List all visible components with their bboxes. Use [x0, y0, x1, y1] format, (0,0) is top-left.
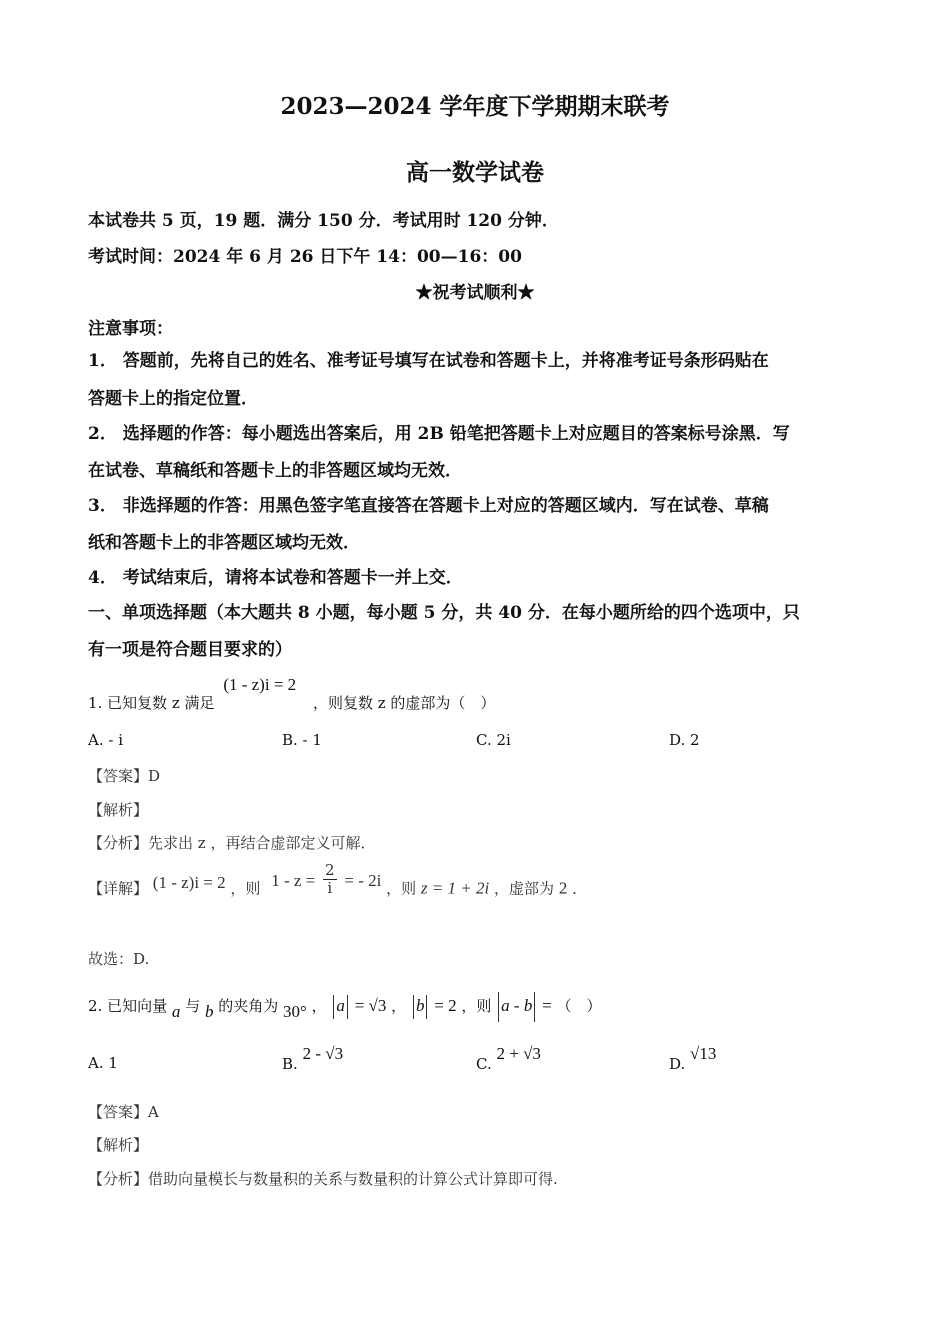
info-line-1: 本试卷共 5 页，19 题．满分 150 分．考试用时 120 分钟．: [88, 211, 559, 231]
wish-line: ★祝考试顺利★: [415, 283, 535, 303]
info-line-2: 考试时间：2024 年 6 月 26 日下午 14：00—16：00: [88, 247, 522, 267]
q2-text-4: ，: [391, 997, 407, 1015]
abs-bar-right: [534, 992, 535, 1022]
q2-eq-end: =: [542, 996, 552, 1015]
abs-bar-left: [333, 995, 334, 1019]
q2-mod-b: b: [415, 996, 425, 1015]
q1-option-a: A. - i: [88, 731, 124, 749]
q2-option-b-label: B.: [282, 1055, 298, 1073]
q1-detail-label: 【详解】: [88, 879, 149, 898]
q2-text-2: 的夹角为: [218, 997, 279, 1015]
note-line-2: 答题卡上的指定位置．: [88, 389, 258, 409]
q1-option-d: D. 2: [669, 731, 700, 749]
q1-answer: 【答案】D: [88, 767, 161, 785]
q1-fraction-denominator: i: [327, 879, 333, 897]
q1-detail-formula-1: (1 - z)i = 2: [152, 872, 226, 892]
q2-answer: 【答案】A: [88, 1103, 159, 1121]
q2-eq-b: = 2: [434, 996, 457, 1015]
section-heading-line-2: 有一项是符合题目要求的）: [88, 640, 292, 660]
q2-vector-b: b: [204, 1002, 214, 1021]
q2-text-5: ，则: [461, 997, 492, 1015]
q2-diff: a - b: [501, 996, 533, 1015]
q1-formula: (1 - z)i = 2: [223, 675, 297, 694]
q2-option-b-value: 2 - √3: [302, 1044, 344, 1063]
q2-option-c-value: 2 + √3: [496, 1044, 541, 1063]
q2-angle: 30°: [283, 1002, 307, 1021]
q2-option-c: [476, 1044, 541, 1074]
q1-option-b: B. - 1: [282, 731, 322, 749]
q1-detail-fraction: [323, 862, 337, 897]
q1-detail-formula-2a: 1 - z =: [271, 870, 316, 890]
abs-bar-right: [347, 995, 348, 1019]
q1-choose: 故选：D.: [88, 950, 150, 968]
q2-option-b: [282, 1044, 344, 1074]
q2-option-a: A. 1: [88, 1054, 118, 1072]
q1-option-c: C. 2i: [476, 731, 511, 749]
q1-detail: [88, 861, 588, 907]
q1-detail-text-3: ，虚部为: [494, 879, 555, 898]
q1-prefix: 1. 已知复数 z 满足: [88, 694, 215, 712]
q2-prefix: 2. 已知向量: [88, 997, 168, 1015]
q2-fenxi: 【分析】借助向量模长与数量积的关系与数量积的计算公式计算即可得.: [88, 1170, 558, 1188]
q1-analysis-label: 【解析】: [88, 801, 149, 819]
q1-fenxi: 【分析】先求出 z ，再结合虚部定义可解．: [88, 834, 376, 852]
q1-detail-text-4: ．: [572, 879, 588, 898]
q2-text-1: 与: [185, 997, 201, 1015]
exam-title: 2023—2024 学年度下学期期末联考: [280, 93, 670, 120]
q1-suffix: ，则复数 z 的虚部为（ ）: [312, 694, 496, 712]
note-line-3: 2． 选择题的作答：每小题选出答案后，用 2B 铅笔把答题卡上对应题目的答案标号涂黑．写: [88, 424, 790, 444]
q1-stem: [88, 675, 496, 713]
notes-heading: 注意事项：: [88, 319, 173, 339]
q2-option-c-label: C.: [476, 1055, 492, 1073]
q1-detail-formula-3: z = 1 + 2i: [420, 878, 490, 898]
q2-option-d-label: D.: [669, 1055, 686, 1073]
q2-option-d: [669, 1044, 717, 1074]
abs-bar-right: [426, 995, 427, 1019]
q2-text-3: ，: [311, 997, 327, 1015]
q2-stem: [88, 992, 602, 1022]
q2-analysis-label: 【解析】: [88, 1136, 149, 1154]
abs-bar-left: [413, 995, 414, 1019]
note-line-5: 3． 非选择题的作答：用黑色签字笔直接答在答题卡上对应的答题区域内．写在试卷、草稿: [88, 496, 769, 516]
q1-detail-formula-4: 2: [558, 878, 568, 898]
note-line-1: 1． 答题前，先将自己的姓名、准考证号填写在试卷和答题卡上，并将准考证号条形码贴在: [88, 351, 769, 371]
q1-detail-formula-2b: = - 2i: [344, 870, 382, 890]
q2-eq-a: = √3: [354, 996, 387, 1015]
note-line-4: 在试卷、草稿纸和答题卡上的非答题区域均无效．: [88, 461, 462, 481]
note-line-7: 4． 考试结束后，请将本试卷和答题卡一并上交．: [88, 568, 463, 588]
q2-text-6: （ ）: [556, 997, 602, 1015]
q2-mod-a: a: [336, 996, 345, 1015]
section-heading-line-1: 一、单项选择题（本大题共 8 小题，每小题 5 分，共 40 分．在每小题所给的四个选项中，只: [88, 603, 800, 623]
abs-bar-left: [498, 992, 499, 1022]
note-line-6: 纸和答题卡上的非答题区域均无效．: [88, 533, 360, 553]
q1-detail-text-1: ，则: [230, 879, 261, 898]
q1-detail-text-2: ，则: [386, 879, 417, 898]
q1-fraction-numerator: 2: [325, 861, 335, 879]
q2-option-d-value: √13: [690, 1044, 717, 1063]
q2-vector-a: a: [171, 1002, 181, 1021]
exam-subtitle: 高一数学试卷: [406, 159, 544, 186]
